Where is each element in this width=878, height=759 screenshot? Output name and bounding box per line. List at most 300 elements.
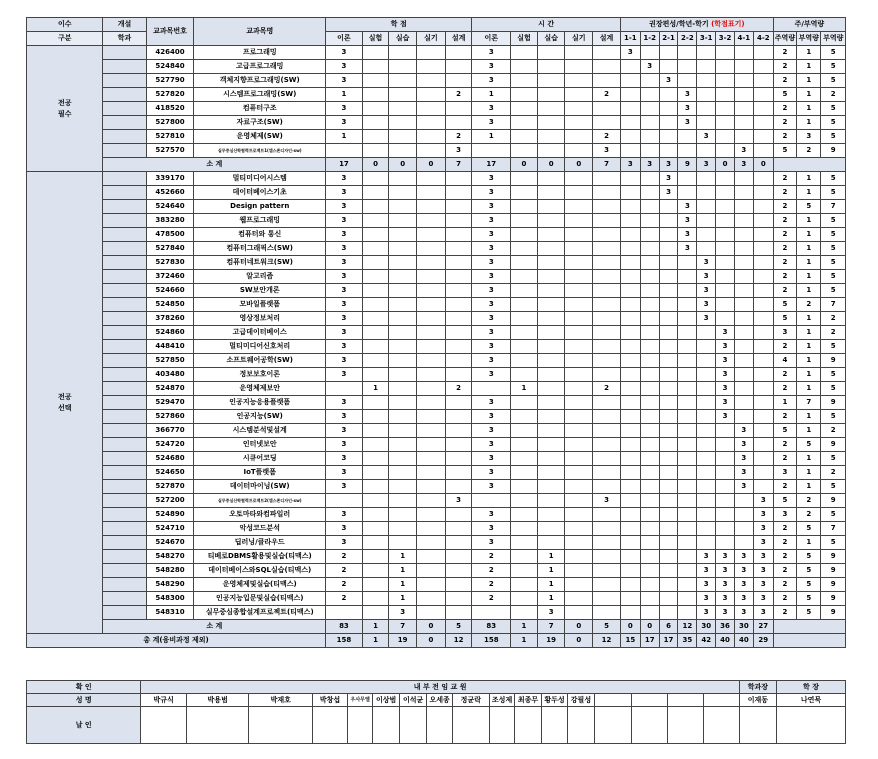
- faculty-seal: [373, 707, 399, 744]
- semester-cell: [697, 438, 716, 452]
- hour-cell: [593, 466, 621, 480]
- credit-cell: [389, 424, 417, 438]
- hour-cell: 3: [472, 74, 511, 88]
- semester-cell: 3: [753, 536, 773, 550]
- course-row: [27, 242, 846, 256]
- credit-cell: [362, 438, 389, 452]
- category-label: [27, 46, 103, 172]
- hour-cell: [565, 480, 593, 494]
- subtotal-cell: 30: [697, 620, 716, 634]
- credit-cell: 3: [326, 256, 363, 270]
- grand-total-label: 총 계(융비과정 제외): [27, 634, 326, 648]
- subtotal-cell: 7: [445, 158, 472, 172]
- competency-cell: 5: [797, 522, 821, 536]
- course-number: 527790: [146, 74, 194, 88]
- semester-cell: [640, 354, 659, 368]
- category-label-line1: 전공: [57, 98, 72, 107]
- course-row: [27, 214, 846, 228]
- semester-cell: [716, 172, 735, 186]
- semester-cell: [659, 508, 678, 522]
- credit-cell: [445, 200, 472, 214]
- competency-cell: 1: [797, 228, 821, 242]
- semester-cell: [716, 200, 735, 214]
- dept-cell: [103, 298, 146, 312]
- dept-cell: [103, 214, 146, 228]
- credit-cell: 3: [326, 340, 363, 354]
- semester-cell: [753, 354, 773, 368]
- competency-cell: 7: [821, 200, 846, 214]
- credit-cell: [389, 74, 417, 88]
- semester-cell: [678, 60, 697, 74]
- credit-cell: [362, 452, 389, 466]
- signature-table: [26, 680, 846, 744]
- credit-cell: [362, 200, 389, 214]
- hour-cell: [511, 438, 538, 452]
- dept-cell: [103, 326, 146, 340]
- credit-cell: [445, 438, 472, 452]
- semester-cell: [734, 130, 753, 144]
- course-name: 컴퓨터네트워크(SW): [194, 256, 326, 270]
- semester-cell: [620, 494, 640, 508]
- credit-cell: [362, 60, 389, 74]
- course-name: 멀티미디어신호처리: [194, 340, 326, 354]
- competency-cell: 7: [821, 522, 846, 536]
- semester-cell: 3: [716, 354, 735, 368]
- semester-cell: 3: [716, 564, 735, 578]
- faculty-seal: [452, 707, 489, 744]
- dept-cell: [103, 340, 146, 354]
- competency-cell: 9: [821, 592, 846, 606]
- course-name: 컴퓨터와 통신: [194, 228, 326, 242]
- credit-cell: 1: [389, 550, 417, 564]
- course-number: 524680: [146, 452, 194, 466]
- competency-cell: 2: [773, 368, 796, 382]
- semester-cell: [716, 242, 735, 256]
- faculty-name: [703, 694, 739, 707]
- semester-subheader: 2-2: [678, 32, 697, 46]
- grand-total-cell: 29: [753, 634, 773, 648]
- course-row: [27, 466, 846, 480]
- semester-cell: [620, 340, 640, 354]
- course-name: 오토마타와컴파일러: [194, 508, 326, 522]
- semester-cell: [640, 396, 659, 410]
- credit-cell: 1: [326, 88, 363, 102]
- dept-cell: [103, 564, 146, 578]
- credit-cell: [417, 368, 446, 382]
- hour-cell: [537, 354, 565, 368]
- credit-cell: [362, 46, 389, 60]
- hour-cell: [593, 74, 621, 88]
- semester-cell: [659, 382, 678, 396]
- subtotal-cell: 7: [389, 620, 417, 634]
- course-name: 시스템분석및설계: [194, 424, 326, 438]
- credit-cell: 3: [326, 172, 363, 186]
- dept-cell: [103, 508, 146, 522]
- credit-cell: [445, 256, 472, 270]
- dept-cell: [103, 354, 146, 368]
- competency-cell: 2: [773, 522, 796, 536]
- semester-cell: [640, 508, 659, 522]
- hour-cell: [511, 564, 538, 578]
- hour-cell: [511, 312, 538, 326]
- semester-cell: [620, 270, 640, 284]
- semester-cell: [678, 396, 697, 410]
- semester-cell: [734, 396, 753, 410]
- hour-cell: [593, 508, 621, 522]
- competency-cell: 1: [797, 466, 821, 480]
- semester-cell: 3: [734, 480, 753, 494]
- subtotal-cell: 0: [620, 620, 640, 634]
- credit-cell: [362, 102, 389, 116]
- hour-cell: [593, 550, 621, 564]
- semester-cell: [734, 256, 753, 270]
- course-name: 인공지능입문및실습(티맥스): [194, 592, 326, 606]
- semester-cell: [659, 60, 678, 74]
- credit-cell: 3: [326, 326, 363, 340]
- semester-cell: 3: [697, 578, 716, 592]
- course-number: 524650: [146, 466, 194, 480]
- credit-cell: [417, 200, 446, 214]
- semester-cell: [620, 242, 640, 256]
- hour-cell: [565, 438, 593, 452]
- dept-cell: [103, 186, 146, 200]
- competency-cell: 2: [773, 606, 796, 620]
- semester-cell: [697, 74, 716, 88]
- semester-cell: [697, 200, 716, 214]
- hours-header: 시 간: [472, 18, 620, 32]
- course-number: 403480: [146, 368, 194, 382]
- category-label-line2: 선택: [57, 403, 72, 412]
- semester-cell: [753, 368, 773, 382]
- course-name: 정보보호이론: [194, 368, 326, 382]
- semester-cell: [697, 494, 716, 508]
- grand-total-cell: 35: [678, 634, 697, 648]
- credit-cell: 2: [326, 578, 363, 592]
- dept-cell: [103, 60, 146, 74]
- isu-header-2: 구분: [27, 32, 103, 46]
- semester-cell: [734, 172, 753, 186]
- credit-cell: [445, 592, 472, 606]
- semester-cell: [620, 144, 640, 158]
- hour-cell: [537, 200, 565, 214]
- faculty-seal: [568, 707, 594, 744]
- credit-cell: [362, 270, 389, 284]
- hour-cell: 3: [472, 354, 511, 368]
- hour-cell: [537, 74, 565, 88]
- dept-cell: [103, 410, 146, 424]
- course-name: 고급데이터베이스: [194, 326, 326, 340]
- credit-cell: [445, 74, 472, 88]
- hour-cell: 2: [472, 550, 511, 564]
- semester-cell: [620, 298, 640, 312]
- credit-cell: 3: [326, 396, 363, 410]
- competency-cell: 1: [797, 312, 821, 326]
- competency-cell: 5: [821, 186, 846, 200]
- signature-row-names: [27, 694, 846, 707]
- competency-subheader: 주역량: [773, 32, 796, 46]
- semester-cell: 3: [716, 326, 735, 340]
- course-row: [27, 536, 846, 550]
- semester-cell: [620, 438, 640, 452]
- hour-cell: [593, 340, 621, 354]
- semester-cell: [753, 480, 773, 494]
- semester-cell: [753, 74, 773, 88]
- hour-cell: [537, 228, 565, 242]
- course-name: 객체지향프로그래밍(SW): [194, 74, 326, 88]
- semester-cell: [659, 326, 678, 340]
- credit-cell: 3: [326, 536, 363, 550]
- credit-cell: [362, 368, 389, 382]
- faculty-name: 오세종: [427, 694, 452, 707]
- course-row: [27, 102, 846, 116]
- credit-cell: [362, 144, 389, 158]
- competency-cell: 5: [821, 172, 846, 186]
- grand-total-cell: 17: [640, 634, 659, 648]
- hour-cell: 3: [472, 452, 511, 466]
- course-row: [27, 606, 846, 620]
- hour-cell: [565, 466, 593, 480]
- competency-cell: 9: [821, 144, 846, 158]
- competency-cell: 3: [773, 466, 796, 480]
- hour-cell: 3: [593, 144, 621, 158]
- semester-cell: [734, 242, 753, 256]
- semester-cell: [697, 466, 716, 480]
- faculty-name: [631, 694, 667, 707]
- hour-cell: [537, 340, 565, 354]
- hour-cell: [511, 256, 538, 270]
- credit-cell: [445, 186, 472, 200]
- course-number: 524890: [146, 508, 194, 522]
- signature-row-seal: [27, 707, 846, 744]
- credit-cell: [362, 480, 389, 494]
- credit-cell: 3: [326, 116, 363, 130]
- semester-cell: [640, 130, 659, 144]
- dept-cell: [103, 578, 146, 592]
- semester-cell: 3: [620, 46, 640, 60]
- hour-cell: [511, 494, 538, 508]
- seal-label: 날 인: [27, 707, 141, 744]
- hour-cell: [511, 228, 538, 242]
- credit-cell: [362, 578, 389, 592]
- course-number: 527850: [146, 354, 194, 368]
- competency-cell: 5: [773, 88, 796, 102]
- semester-cell: [753, 214, 773, 228]
- semester-cell: [697, 102, 716, 116]
- semester-cell: 3: [697, 312, 716, 326]
- hour-cell: [511, 46, 538, 60]
- semester-cell: [753, 284, 773, 298]
- subtotal-blank: [773, 620, 845, 634]
- semester-cell: 3: [734, 550, 753, 564]
- semester-cell: [640, 522, 659, 536]
- semester-cell: 3: [716, 592, 735, 606]
- course-row: [27, 438, 846, 452]
- competency-cell: 2: [797, 298, 821, 312]
- semester-cell: [620, 536, 640, 550]
- course-number: 366770: [146, 424, 194, 438]
- course-name: 인공지능응용플랫폼: [194, 396, 326, 410]
- competency-cell: 2: [773, 480, 796, 494]
- semester-cell: [753, 312, 773, 326]
- grand-total-cell: 17: [659, 634, 678, 648]
- semester-cell: [659, 312, 678, 326]
- course-row: [27, 60, 846, 74]
- credit-cell: [389, 242, 417, 256]
- semester-cell: [640, 606, 659, 620]
- competency-cell: 1: [797, 284, 821, 298]
- semester-cell: 3: [734, 592, 753, 606]
- semester-cell: 3: [678, 116, 697, 130]
- semester-cell: [640, 186, 659, 200]
- faculty-seal: [515, 707, 541, 744]
- hour-cell: [511, 354, 538, 368]
- competency-cell: 2: [821, 88, 846, 102]
- credit-cell: 3: [326, 438, 363, 452]
- semester-cell: [734, 312, 753, 326]
- hour-cell: [565, 74, 593, 88]
- competency-cell: 1: [797, 368, 821, 382]
- grand-total-cell: 12: [593, 634, 621, 648]
- hour-cell: [537, 172, 565, 186]
- subtotal-label: 소 계: [103, 158, 326, 172]
- semester-cell: [659, 256, 678, 270]
- semester-cell: [659, 592, 678, 606]
- hour-cell: [511, 550, 538, 564]
- hour-cell: 3: [472, 466, 511, 480]
- competency-cell: 2: [773, 592, 796, 606]
- faculty-seal: [594, 707, 631, 744]
- competency-cell: 1: [797, 410, 821, 424]
- hour-cell: [511, 480, 538, 494]
- hour-cell: [537, 312, 565, 326]
- semester-cell: [716, 74, 735, 88]
- credit-cell: [417, 452, 446, 466]
- credit-cell: [362, 116, 389, 130]
- course-number: 524860: [146, 326, 194, 340]
- credit-cell: [362, 508, 389, 522]
- competency-cell: 5: [797, 200, 821, 214]
- credit-cell: [445, 508, 472, 522]
- credit-cell: [389, 298, 417, 312]
- semester-cell: 3: [678, 102, 697, 116]
- semester-cell: [620, 60, 640, 74]
- course-number: 548270: [146, 550, 194, 564]
- credit-cell: [389, 60, 417, 74]
- subtotal-cell: 3: [659, 158, 678, 172]
- credit-subheader: 설계: [445, 32, 472, 46]
- semester-cell: 3: [734, 424, 753, 438]
- credit-cell: [362, 606, 389, 620]
- competency-cell: 2: [773, 74, 796, 88]
- semester-cell: [678, 270, 697, 284]
- competency-cell: 1: [797, 354, 821, 368]
- competency-cell: 2: [773, 172, 796, 186]
- credit-cell: [445, 522, 472, 536]
- semester-cell: [697, 144, 716, 158]
- semester-cell: [678, 480, 697, 494]
- header-row-1: [27, 18, 846, 32]
- competency-cell: 9: [821, 564, 846, 578]
- grand-total-cell: 158: [326, 634, 363, 648]
- faculty-seal: [631, 707, 667, 744]
- credit-cell: [362, 284, 389, 298]
- faculty-seal: [703, 707, 739, 744]
- course-number: 527840: [146, 242, 194, 256]
- hour-cell: [537, 186, 565, 200]
- dept-cell: [103, 46, 146, 60]
- semester-cell: [640, 116, 659, 130]
- semester-cell: [753, 102, 773, 116]
- semester-cell: [753, 186, 773, 200]
- dept-cell: [103, 606, 146, 620]
- semester-cell: [697, 508, 716, 522]
- competency-cell: 9: [821, 494, 846, 508]
- hour-cell: [537, 480, 565, 494]
- hour-cell: [593, 298, 621, 312]
- semester-cell: 3: [659, 186, 678, 200]
- subtotal-cell: 0: [565, 620, 593, 634]
- hour-cell: [593, 60, 621, 74]
- semester-subheader: 3-1: [697, 32, 716, 46]
- hour-cell: [565, 130, 593, 144]
- hour-cell: [472, 144, 511, 158]
- course-row: [27, 424, 846, 438]
- hour-cell: [511, 214, 538, 228]
- semester-cell: 3: [697, 550, 716, 564]
- semester-cell: [620, 186, 640, 200]
- credit-cell: 1: [389, 578, 417, 592]
- semester-cell: [697, 382, 716, 396]
- semester-cell: [734, 298, 753, 312]
- semester-cell: 3: [697, 130, 716, 144]
- course-number: 524660: [146, 284, 194, 298]
- semester-cell: [659, 102, 678, 116]
- competency-cell: 2: [773, 382, 796, 396]
- course-name: 프로그래밍: [194, 46, 326, 60]
- competency-cell: 7: [797, 396, 821, 410]
- dept-cell: [103, 172, 146, 186]
- semester-cell: [716, 102, 735, 116]
- credit-cell: [362, 242, 389, 256]
- course-name: 운영체제및실습(티맥스): [194, 578, 326, 592]
- subtotal-cell: 36: [716, 620, 735, 634]
- subtotal-cell: 3: [697, 158, 716, 172]
- course-row: [27, 74, 846, 88]
- hour-cell: 2: [472, 578, 511, 592]
- semester-cell: 3: [697, 298, 716, 312]
- credit-cell: 2: [445, 130, 472, 144]
- hour-cell: 3: [472, 522, 511, 536]
- credit-cell: 3: [326, 270, 363, 284]
- credit-cell: [417, 494, 446, 508]
- hour-cell: [593, 214, 621, 228]
- hour-cell: [537, 438, 565, 452]
- semester-cell: [697, 214, 716, 228]
- credit-cell: [389, 326, 417, 340]
- competency-cell: 1: [797, 424, 821, 438]
- competency-cell: 7: [821, 298, 846, 312]
- dept-cell: [103, 452, 146, 466]
- competency-cell: 3: [773, 326, 796, 340]
- semester-cell: 3: [678, 242, 697, 256]
- semester-cell: 3: [753, 606, 773, 620]
- subtotal-cell: 0: [537, 158, 565, 172]
- hour-cell: [593, 578, 621, 592]
- course-name: 고급프로그래밍: [194, 60, 326, 74]
- course-number: 527870: [146, 480, 194, 494]
- semester-cell: [678, 284, 697, 298]
- semester-cell: [716, 508, 735, 522]
